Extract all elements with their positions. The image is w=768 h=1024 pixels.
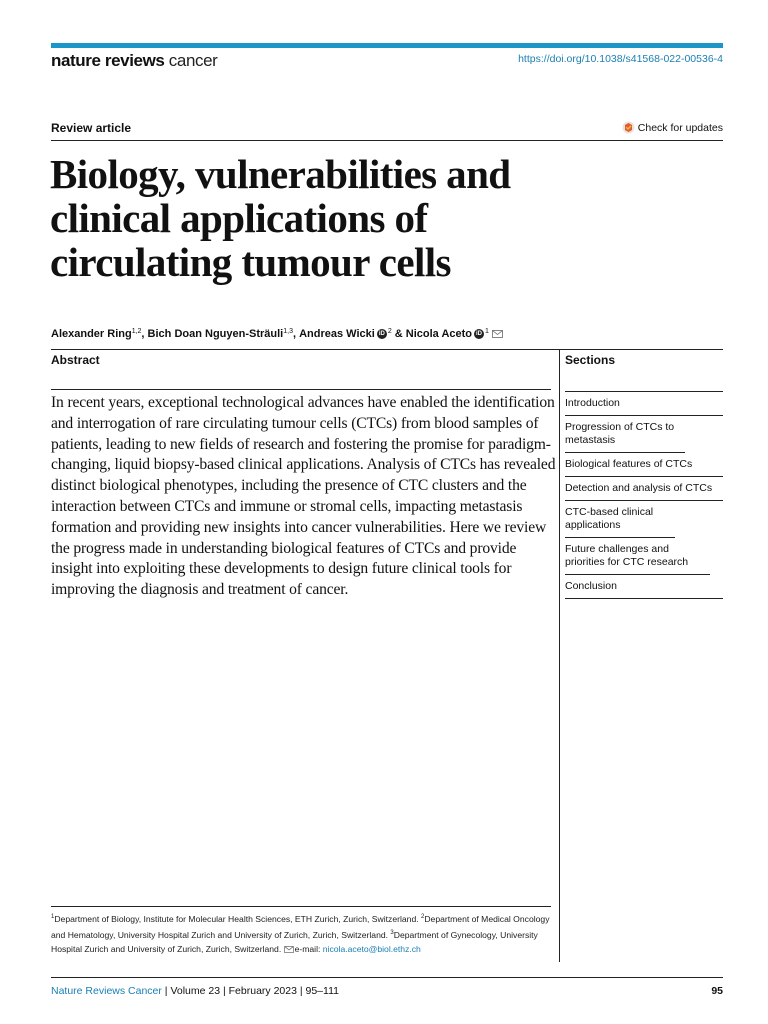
journal-logo[interactable]: [51, 51, 217, 71]
footer-citation: [51, 985, 339, 997]
footer-issue: | Volume 23 | February 2023 | 95–111: [161, 985, 339, 997]
affiliation-text: Department of Gynecology, University Hospital Zurich and University of Zurich, Zurich, Switzerland.: [51, 929, 538, 954]
author-name[interactable]: Nicola Aceto: [405, 328, 473, 340]
abstract-heading: Abstract: [51, 353, 100, 367]
footer-divider: [51, 977, 723, 978]
sections-nav: [565, 391, 723, 599]
section-link-introduction[interactable]: Introduction: [565, 392, 723, 416]
affiliation-text: Department of Biology, Institute for Molecular Health Sciences, ETH Zurich, Zurich, Switzerland.: [54, 913, 421, 924]
author-name[interactable]: Andreas Wicki: [299, 328, 375, 340]
email-link[interactable]: nicola.aceto@biol.ethz.ch: [322, 943, 421, 954]
author-affiliation: 1: [485, 327, 489, 335]
header-divider: [51, 140, 723, 141]
column-divider: [559, 349, 560, 962]
abstract-text: In recent years, exceptional technological advances have enabled the identification and interrogation of rare circulating tumour cells (CTCs) from blood samples of patients, leading to new fields of research and fostering the promise for paradigm-changing, liquid biopsy-based clinical applications. Analysis of CTCs has revealed distinct biological phenotypes, including the presence of CTC clusters and the interaction between CTCs and immune or stromal cells, impacting metastasis formation and providing new insights into cancer vulnerabilities. Here we review the progress made in understanding biological features of CTCs and provide insight into exploiting these developments to design future clinical tools for improving the diagnosis and treatment of cancer.: [51, 394, 556, 599]
orcid-icon[interactable]: iD: [378, 331, 385, 337]
section-link-future-challenges[interactable]: Future challenges and priorities for CTC research: [565, 538, 710, 575]
sections-heading: Sections: [565, 353, 616, 367]
page-number: 95: [711, 985, 723, 997]
article-title: Biology, vulnerabilities and clinical applications of circulating tumour cells: [50, 151, 511, 285]
affiliation-number: 2: [421, 914, 425, 920]
authors-divider: [51, 349, 723, 350]
journal-name-light: cancer: [168, 51, 218, 70]
section-link-conclusion[interactable]: Conclusion: [565, 575, 723, 599]
author-separator: ,: [292, 328, 300, 340]
author-affiliation: 1,3: [283, 327, 293, 335]
check-updates-icon: [622, 121, 635, 134]
check-updates-label: Check for updates: [637, 121, 723, 134]
footer-journal-link[interactable]: Nature Reviews Cancer: [51, 985, 162, 997]
author-list: [51, 328, 503, 340]
section-link-clinical-applications[interactable]: CTC-based clinical applications: [565, 501, 675, 538]
affiliation-text: Department of Medical Oncology and Hematology, University Hospital Zurich and University of Zurich, Zurich, Switzerland.: [51, 913, 550, 940]
author-affiliation: 2: [387, 327, 392, 335]
affiliation-number: 1: [51, 914, 55, 920]
doi-link[interactable]: https://doi.org/10.1038/s41568-022-00536-4: [518, 53, 723, 65]
author-name[interactable]: Alexander Ring: [51, 328, 132, 340]
author-separator: ,: [141, 328, 148, 340]
section-link-biological-features[interactable]: Biological features of CTCs: [565, 453, 723, 477]
section-link-progression[interactable]: Progression of CTCs to metastasis: [565, 416, 685, 453]
email-label: e-mail:: [294, 943, 323, 954]
journal-name-bold: nature reviews: [51, 51, 165, 70]
mail-icon[interactable]: [492, 330, 503, 338]
author-name[interactable]: Bich Doan Nguyen-Sträuli: [147, 328, 284, 340]
email-icon: [284, 946, 294, 953]
author-affiliation: 1,2: [131, 327, 142, 335]
affiliation-number: 3: [390, 929, 394, 936]
orcid-icon[interactable]: iD: [476, 331, 483, 337]
footnote-divider: [51, 906, 551, 907]
article-type: Review article: [51, 121, 132, 135]
abstract-divider: [51, 389, 551, 390]
check-updates-button[interactable]: [622, 121, 723, 134]
section-link-detection-analysis[interactable]: Detection and analysis of CTCs: [565, 477, 723, 501]
header-accent-bar: [51, 43, 723, 48]
affiliations-footnote: [51, 910, 556, 956]
author-separator: &: [391, 328, 406, 340]
